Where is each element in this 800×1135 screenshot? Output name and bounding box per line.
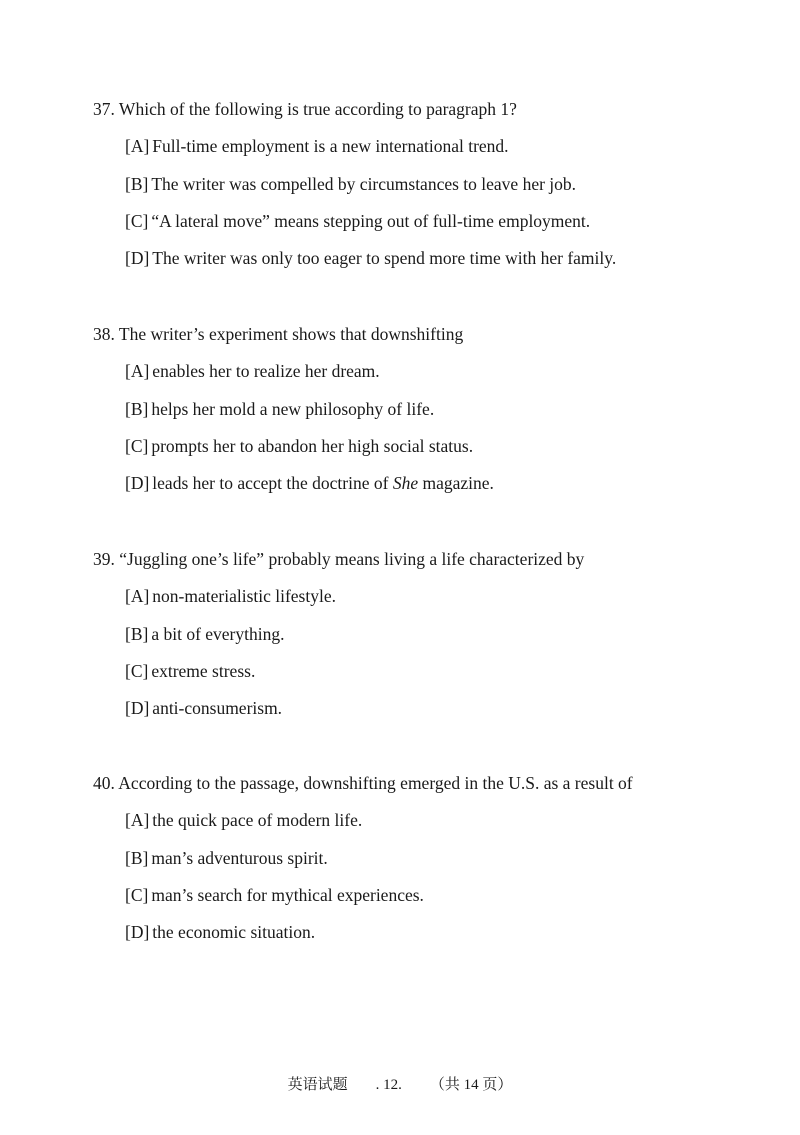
option-text: man’s search for mythical experiences. <box>151 885 424 905</box>
option-label: [D] <box>125 473 150 493</box>
option-text: The writer was only too eager to spend more time with her family. <box>152 248 617 268</box>
option-text: extreme stress. <box>151 661 256 681</box>
option-d <box>125 922 315 942</box>
option-label: [B] <box>125 848 149 868</box>
question-stem: 37. Which of the following is true according to paragraph 1? <box>93 99 517 119</box>
option-label: [A] <box>125 361 150 381</box>
option-a <box>125 136 509 156</box>
footer-subject: 英语试题 <box>287 1077 348 1093</box>
question-stem: 40. According to the passage, downshifting emerged in the U.S. as a result of <box>93 773 633 793</box>
option-d <box>125 473 494 493</box>
option-label: [A] <box>125 136 150 156</box>
option-label: [D] <box>125 248 150 268</box>
option-b <box>125 624 284 644</box>
magazine-title: She <box>392 473 419 493</box>
question-stem: 39. “Juggling one’s life” probably means living a life characterized by <box>93 549 585 569</box>
option-a <box>125 810 362 830</box>
option-text: anti-consumerism. <box>152 698 283 718</box>
option-text: magazine. <box>418 473 494 493</box>
option-b <box>125 848 328 868</box>
option-text: leads her to accept the doctrine of <box>152 473 393 493</box>
option-d <box>125 698 282 718</box>
option-c <box>125 885 424 905</box>
option-text: the economic situation. <box>152 922 316 942</box>
footer-page-total: （共 14 页） <box>429 1077 513 1093</box>
option-label: [C] <box>125 885 149 905</box>
option-label: [B] <box>125 624 149 644</box>
page-footer <box>0 1075 800 1095</box>
option-text: the quick pace of modern life. <box>152 810 363 830</box>
option-a <box>125 361 380 381</box>
option-a <box>125 586 336 606</box>
option-text: non-materialistic lifestyle. <box>152 586 336 606</box>
option-text: prompts her to abandon her high social status. <box>151 436 474 456</box>
option-text: man’s adventurous spirit. <box>151 848 328 868</box>
option-d <box>125 248 616 268</box>
option-text: helps her mold a new philosophy of life. <box>151 399 435 419</box>
option-c <box>125 661 255 681</box>
option-label: [D] <box>125 922 150 942</box>
option-label: [C] <box>125 436 149 456</box>
option-b <box>125 399 434 419</box>
option-text: Full-time employment is a new international trend. <box>152 136 509 156</box>
option-label: [A] <box>125 586 150 606</box>
question-stem: 38. The writer’s experiment shows that downshifting <box>93 324 464 344</box>
option-text: “A lateral move” means stepping out of full-time employment. <box>151 211 591 231</box>
option-label: [C] <box>125 661 149 681</box>
option-label: [B] <box>125 399 149 419</box>
option-label: [D] <box>125 698 150 718</box>
option-b <box>125 174 576 194</box>
option-text: The writer was compelled by circumstances to leave her job. <box>151 174 577 194</box>
footer-page-number: . 12. <box>375 1077 402 1093</box>
option-c <box>125 211 590 231</box>
option-text: enables her to realize her dream. <box>152 361 380 381</box>
option-text: a bit of everything. <box>151 624 285 644</box>
option-label: [A] <box>125 810 150 830</box>
option-label: [C] <box>125 211 149 231</box>
option-label: [B] <box>125 174 149 194</box>
option-c <box>125 436 473 456</box>
